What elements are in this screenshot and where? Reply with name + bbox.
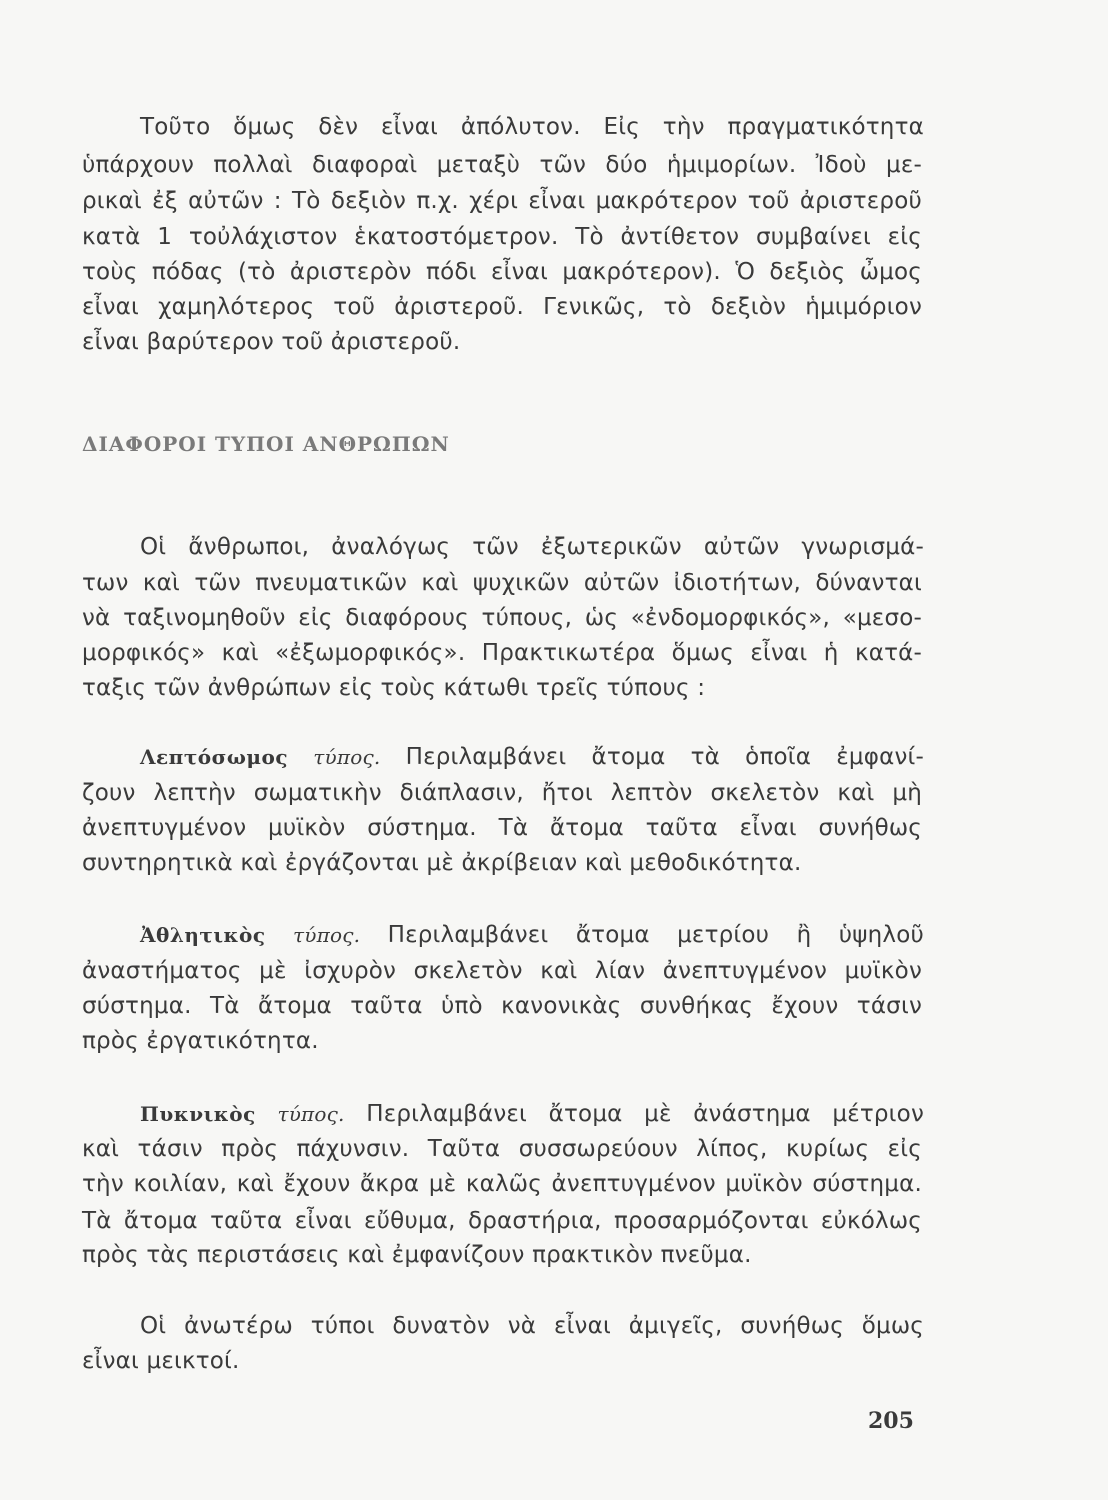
- text-line: ζουν λεπτὴν σωματικὴν διάπλασιν, ἤτοι λεπτὸν σκελετὸν καὶ μὴ: [82, 780, 922, 806]
- text-line: ἀναστήματος μὲ ἰσχυρὸν σκελετὸν καὶ λίαν ἀνεπτυγμένον μυϊκὸν: [82, 958, 922, 984]
- text-line: καὶ τάσιν πρὸς πάχυνσιν. Ταῦτα συσσωρεύουν λίπος, κυρίως εἰς: [82, 1136, 922, 1162]
- text-line: μορφικός» καὶ «ἐξωμορφικός». Πρακτικωτέρα ὅμως εἶναι ἡ κατά-: [82, 640, 922, 666]
- text-line: ἀνεπτυγμένον μυϊκὸν σύστημα. Τὰ ἄτομα ταῦτα εἶναι συνήθως: [82, 815, 922, 841]
- type-name: Λεπτόσωμος: [140, 745, 289, 769]
- text-line: εἶναι βαρύτερον τοῦ ἀριστεροῦ.: [82, 329, 461, 355]
- text-line: ταξις τῶν ἀνθρώπων εἰς τοὺς κάτωθι τρεῖς τύπους :: [82, 675, 706, 701]
- text-line: Τοῦτο ὅμως δὲν εἶναι ἀπόλυτον. Εἰς τὴν πραγματικότητα: [140, 114, 924, 140]
- text-line: ὑπάρχουν πολλαὶ διαφοραὶ μεταξὺ τῶν δύο ἡμιμορίων. Ἰδοὺ με-: [82, 152, 922, 178]
- text-line: πρὸς τὰς περιστάσεις καὶ ἐμφανίζουν πρακτικὸν πνεῦμα.: [82, 1242, 752, 1268]
- text-line: [140, 1099, 924, 1129]
- section-heading: ΔΙΑΦΟΡΟΙ ΤΥΠΟΙ ΑΝΘΡΩΠΩΝ: [82, 432, 450, 456]
- text-line: σύστημα. Τὰ ἄτομα ταῦτα ὑπὸ κανονικὰς συνθήκας ἔχουν τάσιν: [82, 993, 922, 1019]
- text-span: Περιλαμβάνει ἄτομα μετρίου ἢ ὑψηλοῦ: [387, 922, 925, 948]
- type-name: Πυκνικὸς: [140, 1102, 256, 1126]
- text-line: εἶναι μεικτοί.: [82, 1348, 240, 1374]
- text-span: Περιλαμβάνει ἄτομα μὲ ἀνάστημα μέτριον: [366, 1101, 924, 1127]
- text-line: Οἱ ἄνθρωποι, ἀναλόγως τῶν ἐξωτερικῶν αὐτῶν γνωρισμά-: [140, 534, 924, 560]
- text-line: ρικαὶ ἐξ αὐτῶν : Τὸ δεξιὸν π.χ. χέρι εἶναι μακρότερον τοῦ ἀριστεροῦ: [82, 188, 922, 214]
- text-line: [140, 742, 924, 772]
- page-number: 205: [868, 1408, 914, 1434]
- text-line: Τὰ ἄτομα ταῦτα εἶναι εὔθυμα, δραστήρια, προσαρμόζονται εὐκόλως: [82, 1208, 922, 1234]
- text-line: τοὺς πόδας (τὸ ἀριστερὸν πόδι εἶναι μακρότερον). Ὁ δεξιὸς ὦμος: [82, 259, 922, 285]
- type-word: τύπος.: [293, 923, 361, 947]
- text-line: πρὸς ἐργατικότητα.: [82, 1028, 319, 1054]
- text-line: των καὶ τῶν πνευματικῶν καὶ ψυχικῶν αὐτῶν ἰδιοτήτων, δύνανται: [82, 570, 922, 596]
- type-word: τύπος.: [313, 745, 381, 769]
- text-line: νὰ ταξινομηθοῦν εἰς διαφόρους τύπους, ὡς «ἐνδομορφικός», «μεσο-: [82, 605, 922, 631]
- type-word: τύπος.: [277, 1102, 345, 1126]
- text-line: συντηρητικὰ καὶ ἐργάζονται μὲ ἀκρίβειαν καὶ μεθοδικότητα.: [82, 850, 802, 876]
- text-line: κατὰ 1 τοὐλάχιστον ἑκατοστόμετρον. Τὸ ἀντίθετον συμβαίνει εἰς: [82, 224, 922, 250]
- text-line: Οἱ ἀνωτέρω τύποι δυνατὸν νὰ εἶναι ἀμιγεῖς, συνήθως ὅμως: [140, 1313, 924, 1339]
- type-name: Ἀθλητικὸς: [140, 923, 266, 947]
- text-line: [140, 920, 924, 950]
- text-line: εἶναι χαμηλότερος τοῦ ἀριστεροῦ. Γενικῶς, τὸ δεξιὸν ἡμιμόριον: [82, 294, 922, 320]
- text-span: Περιλαμβάνει ἄτομα τὰ ὁποῖα ἐμφανί-: [405, 744, 924, 770]
- text-line: τὴν κοιλίαν, καὶ ἔχουν ἄκρα μὲ καλῶς ἀνεπτυγμένον μυϊκὸν σύστημα.: [82, 1171, 922, 1197]
